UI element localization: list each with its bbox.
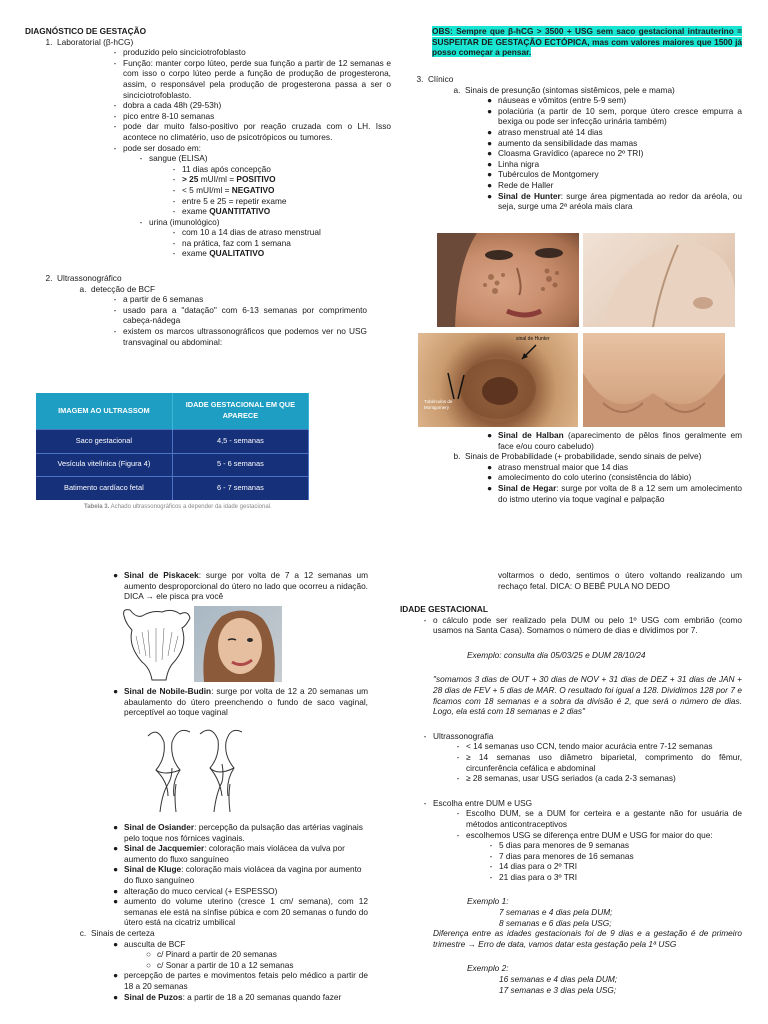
table-cell: Saco gestacional xyxy=(36,430,172,454)
photo-winking-woman xyxy=(194,606,282,682)
list-item-jacquemier: ● Sinal de Jacquemier: coloração mais violácea da vulva por aumento do fluxo sanguíneo xyxy=(113,843,345,864)
list-item: - com 10 a 14 dias de atraso menstrual xyxy=(172,227,321,238)
section-idade-gestacional xyxy=(400,604,742,995)
list-item-presuncao: a. Sinais de presunção (sintomas sistêmicos, pele e mama) xyxy=(453,84,675,95)
list-item: - a partir de 6 semanas xyxy=(113,294,204,305)
list-item: ● aumento da sensibilidade das mamas xyxy=(487,137,638,148)
list-item-muco: ● alteração do muco cervical (+ ESPESSO) xyxy=(113,885,278,896)
exemplo-1-usg: 8 semanas e 6 dias pela USG; xyxy=(499,917,612,928)
list-item-hegar: ● Sinal de Hegar: surge por volta de 8 a 12 sem um amolecimento do istmo uterino via toque vaginal e palpação xyxy=(487,482,742,504)
list-item: - pode dar muito falso-positivo por reação cruzada com o LH. Isso acontece no climatério, uso de psicotrópicos ou tumores. xyxy=(113,121,391,142)
table-header: IDADE GESTACIONAL EM QUE APARECE xyxy=(172,393,308,430)
table-header: IMAGEM AO ULTRASSOM xyxy=(36,393,172,430)
list-item: - 21 dias para o 3º TRI xyxy=(489,871,578,882)
puzos-continuation xyxy=(498,570,742,591)
section-diagnostico xyxy=(25,26,391,347)
list-item-halban: ● Sinal de Halban (aparecimento de pêlos finos geralmente em face e/ou couro cabeludo) xyxy=(487,430,742,451)
usg-list xyxy=(113,294,367,347)
photo-linha-nigra xyxy=(583,233,735,327)
list-item: ● Tubérculos de Montgomery xyxy=(487,169,599,180)
list-item-bcf: a. detecção de BCF xyxy=(79,283,156,294)
uterus-drawing xyxy=(116,606,196,684)
list-item: - ≥ 14 semanas uso diâmetro biparietal, comprimento do fêmur, circunferência cefálica e abdominal xyxy=(456,751,742,773)
list-item-hunter: ● Sinal de Hunter: surge área pigmentada ao redor da aréola, ou seja, surge uma 2ª aréola mais clara xyxy=(487,190,743,212)
list-item-bcf: ● ausculta de BCF xyxy=(113,938,186,949)
table-cell: 6 - 7 semanas xyxy=(172,477,308,500)
list-item: - produzido pelo sinciciotrofoblasto xyxy=(113,47,246,58)
list-item-escolha: - Escolha entre DUM e USG xyxy=(423,797,533,808)
photo-hunter-montgomery xyxy=(418,333,578,427)
usg-table-block xyxy=(36,393,309,512)
continuation-text: voltarmos o dedo, sentimos o útero voltando realizando um rechaço fetal. DICA: O BEBÊ PULA NO DEDO xyxy=(498,570,742,591)
exemplo-2-usg: 17 semanas e 3 dias pela USG; xyxy=(499,984,617,995)
section-title: IDADE GESTACIONAL xyxy=(400,604,488,614)
list-item-certeza: c. Sinais de certeza xyxy=(79,927,155,938)
item-label: Laboratorial (β-hCG) xyxy=(57,36,134,47)
exemplo-2-dum: 16 semanas e 4 dias pela DUM; xyxy=(499,974,618,985)
list-item-nobile: ● Sinal de Nobile-Budin: surge por volta de 12 a 20 semanas um abaulamento do útero preenchendo o fundo de saco vaginal, perceptível ao toque vaginal xyxy=(113,686,368,718)
list-item: - Escolho DUM, se a DUM for certeira e a gestante não for usuária de métodos anticontraceptivos xyxy=(456,808,742,829)
presuncao-list xyxy=(487,95,743,212)
nobile-block xyxy=(113,686,368,718)
signs-block xyxy=(33,822,368,1002)
sangue-list xyxy=(139,153,371,259)
list-item: ● náuseas e vômitos (entre 5-9 sem) xyxy=(487,95,627,106)
list-item: - pico entre 8-10 semanas xyxy=(113,110,215,121)
list-item: - 11 dias após concepção xyxy=(172,163,271,174)
list-item: - urina (imunológico) xyxy=(139,216,220,227)
photo-cloasma-face xyxy=(437,233,579,327)
table-caption: Tabela 3. Achado ultrassonográficos a depender da idade gestacional. xyxy=(84,503,272,510)
list-item: - Função: manter corpo lúteo, perde sua função a partir de 12 semanas e com isso o corpo lúteo perde a função de produção de progesterona, assim, o responsável pela produção de progesterona passa a ser o sinciciotrofoblasto. xyxy=(113,57,391,100)
section-title: DIAGNÓSTICO DE GESTAÇÃO xyxy=(25,26,147,36)
table-cell: 5 - 6 semanas xyxy=(172,453,308,477)
list-item: - pode ser dosado em: xyxy=(113,142,201,153)
table-row xyxy=(36,453,309,477)
list-item: ● Rede de Haller xyxy=(487,179,554,190)
list-item-usg: - Ultrassonografia xyxy=(423,730,494,741)
table-cell: Batimento cardíaco fetal xyxy=(36,477,172,500)
list-item: - sangue (ELISA) xyxy=(139,153,208,164)
list-item: - ≥ 28 semanas, usar USG seriados (a cada 2-3 semanas) xyxy=(456,773,676,784)
section-halban-prob xyxy=(432,430,742,504)
list-item-calculo: - o cálculo pode ser realizado pela DUM ou pelo 1º USG com embrião (como usamos na Santa Casa). Somamos o número de dias e dividimos por 7. xyxy=(423,614,742,636)
exemplo-1-dum: 7 semanas e 4 dias pela DUM; xyxy=(499,907,613,918)
table-row xyxy=(36,477,309,500)
list-item: - entre 5 e 25 = repetir exame xyxy=(172,195,287,206)
obs-note xyxy=(432,26,742,58)
table-cell: Vesícula vitelínica (Figura 4) xyxy=(36,453,172,477)
exemplo-quote: "somamos 3 dias de OUT + 30 dias de NOV + 31 dias de DEZ + 31 dias de JAN + 28 dias de FEV + 5 dias de MAR. O resultado foi igual a 128. Dividimos 128 por 7 e ficamos com 18 semanas e a sobra da divisão é 2, que será o número de dias. Logo, ela está com 18 semanas e 2 dias" xyxy=(433,674,742,717)
probabilidade-list xyxy=(487,461,742,504)
table-row xyxy=(36,430,309,454)
list-item-osiander: ● Sinal de Osiander: percepção da pulsação das artérias vaginais pelo toque nos fórnices vaginais. xyxy=(113,822,363,843)
list-item: - < 14 semanas uso CCN, tendo maior acurácia entre 7-12 semanas xyxy=(456,741,713,752)
exemplo-1-text: Diferença entre as idades gestacionais foi de 9 dias e a gestação é de primeiro trimestre → Erro de data, vamos datar esta gestação pela 1ª USG xyxy=(433,928,742,949)
list-item-piskacek: ● Sinal de Piskacek: surge por volta de 7 a 12 semanas um aumento desproporcional do útero no lado que ocorreu a nidação. DICA → ele pisca pra você xyxy=(113,570,368,602)
list-item: - usado para a "datação" com 6-13 semanas por comprimento cabeça-nádega xyxy=(113,304,367,326)
list-item-puzos: ● Sinal de Puzos: a partir de 18 a 20 semanas quando fazer xyxy=(113,991,342,1002)
list-item-pinard: ○ c/ Pinard a partir de 20 semanas xyxy=(146,949,277,960)
list-item: ● amolecimento do colo uterino (consistência do lábio) xyxy=(487,472,692,483)
table-cell: 4,5 - semanas xyxy=(172,430,308,454)
list-item: - > 25 mUI/ml = POSITIVO xyxy=(172,174,276,185)
beta-hcg-list xyxy=(113,47,391,153)
list-item-probabilidade: b. Sinais de Probabilidade (+ probabilidade, sendo sinais de pelve) xyxy=(453,451,702,462)
list-item: ● polaciúria (a partir de 10 sem, porque útero cresce empurra a bexiga ou pode ser infecção urinária também) xyxy=(487,105,742,127)
list-item: - escolhemos USG se diferença entre DUM e USG for maior do que: xyxy=(456,829,713,840)
photo-mamas xyxy=(583,333,725,427)
list-item: - exame QUALITATIVO xyxy=(172,248,265,259)
highlight-obs: OBS: Sempre que β-hCG > 3500 + USG sem saco gestacional intrauterino = SUSPEITAR DE GESTAÇÃO ECTÓPICA, mas com valores maiores que 1500 já posso começar a pensar. xyxy=(432,26,742,58)
toque-vaginal-drawing xyxy=(138,722,248,818)
list-item: ● Linha nigra xyxy=(487,158,540,169)
list-item: - 14 dias para o 2º TRI xyxy=(489,861,578,872)
list-item: - < 5 mUI/ml = NEGATIVO xyxy=(172,184,275,195)
list-item: ● atraso menstrual maior que 14 dias xyxy=(487,461,629,472)
photo-label-montgomery: Tubérculos de Montgomery xyxy=(424,399,453,410)
list-item-ultrassonografico: 2. Ultrassonográfico xyxy=(57,273,371,284)
list-item-laboratorial xyxy=(45,36,371,48)
exemplo-1-title: Exemplo 1: xyxy=(467,896,509,907)
list-item: ● Cloasma Gravídico (aparece no 2º TRI) xyxy=(487,148,644,159)
exemplo-consulta: Exemplo: consulta dia 05/03/25 e DUM 28/10/24 xyxy=(467,649,646,660)
list-item-clinico: 3. Clínico xyxy=(416,74,454,84)
list-item: - existem os marcos ultrassonográficos que podemos ver no USG transvaginal ou abdominal: xyxy=(113,326,367,347)
list-item: - 7 dias para menores de 16 semanas xyxy=(489,850,634,861)
list-number: 1. xyxy=(45,36,53,47)
list-item: - 5 dias para menores de 9 semanas xyxy=(489,840,630,851)
list-number: 2. xyxy=(45,273,53,284)
list-item: - exame QUANTITATIVO xyxy=(172,206,271,217)
section-clinico xyxy=(416,74,743,212)
list-item-sonar: ○ c/ Sonar a partir de 10 a 12 semanas xyxy=(146,959,294,970)
list-item: - dobra a cada 48h (29-53h) xyxy=(113,100,222,111)
list-item: - na prática, faz com 1 semana xyxy=(172,237,291,248)
piskacek-block xyxy=(113,570,368,602)
usg-table xyxy=(36,393,309,500)
list-item: ● atraso menstrual até 14 dias xyxy=(487,126,603,137)
list-item-percepcao: ● percepção de partes e movimentos fetais pelo médico a partir de 18 a 20 semanas xyxy=(113,970,368,991)
list-item-volume: ● aumento do volume uterino (cresce 1 cm/ semana), com 12 semanas ele está na sínfise púbica e com 20 semanas o fundo do útero está na cicatriz umbilical xyxy=(113,896,368,928)
photo-label-hunter: sinal de Hunter xyxy=(516,336,550,342)
exemplo-2-title: Exemplo 2: xyxy=(467,963,509,974)
list-item-kluge: ● Sinal de Kluge: coloração mais violácea da vagina por aumento do fluxo sanguíneo xyxy=(113,864,362,885)
